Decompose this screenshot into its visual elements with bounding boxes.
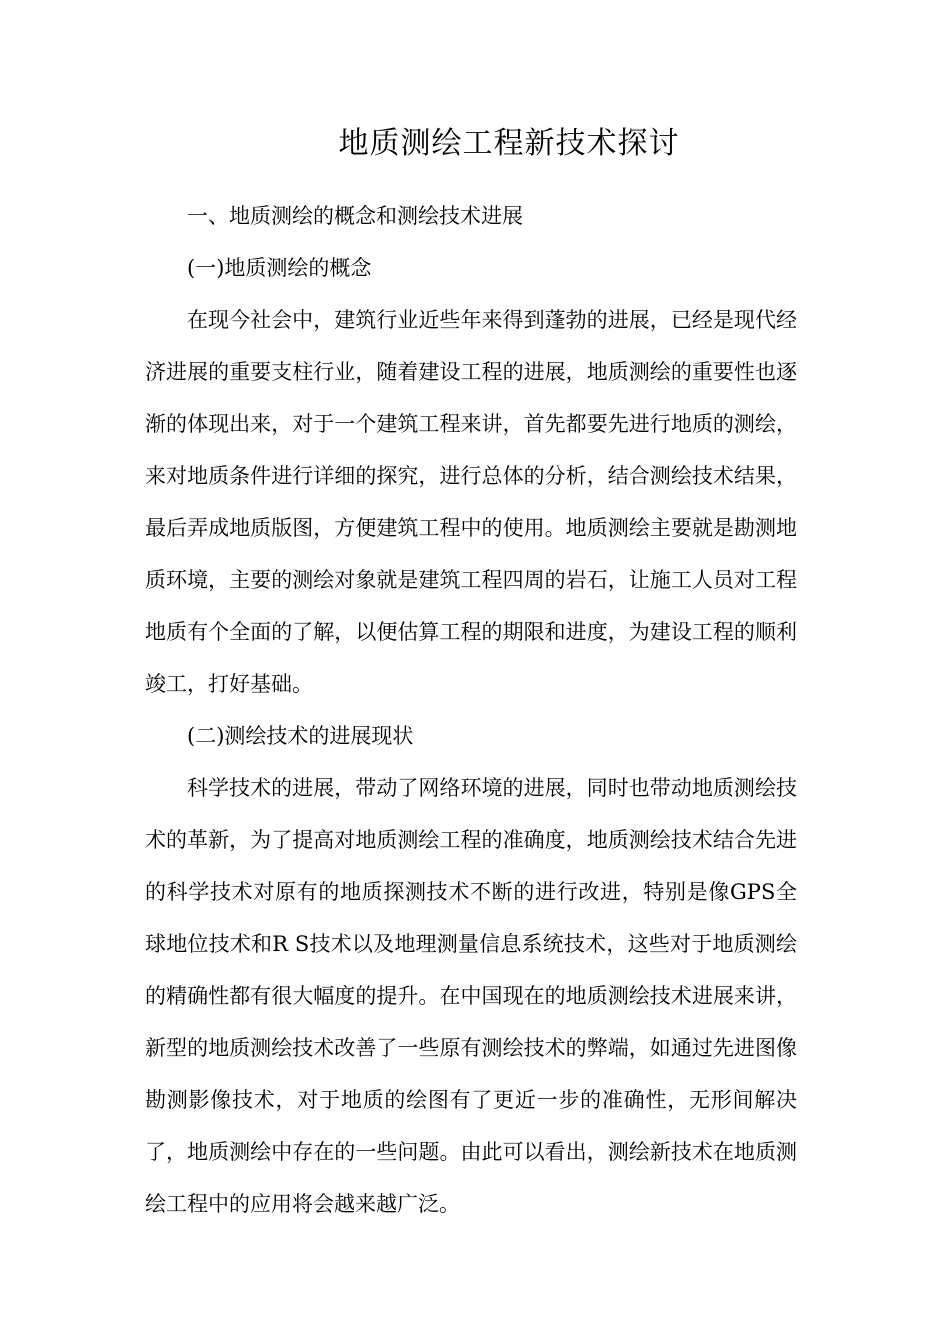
document-body — [145, 190, 797, 1230]
subsection-heading: (二)测绘技术的进展现状 — [187, 724, 414, 748]
document-title: 地质测绘工程新技术探讨 — [338, 126, 680, 161]
body-paragraph: 科学技术的进展，带动了网络环境的进展，同时也带动地质测绘技术的革新，为了提高对地质测绘工程的准确度，地质测绘技术结合先进的科学技术对原有的地质探测技术不断的进行改进，特别是像GPS全球地位技术和R S技术以及地理测量信息系统技术，这些对于地质测绘的精确性都有很大幅度的提升。在中国现在的地质测绘技术进展来讲，新型的地质测绘技术改善了一些原有测绘技术的弊端，如通过先进图像勘测影像技术，对于地质的绘图有了更近一步的准确性，无形间解决了，地质测绘中存在的一些问题。由此可以看出，测绘新技术在地质测绘工程中的应用将会越来越广泛。 — [145, 776, 797, 1216]
body-paragraph: 在现今社会中，建筑行业近些年来得到蓬勃的进展，已经是现代经济进展的重要支柱行业，随着建设工程的进展，地质测绘的重要性也逐渐的体现出来，对于一个建筑工程来讲，首先都要先进行地质的测绘，来对地质条件进行详细的探究，进行总体的分析，结合测绘技术结果，最后弄成地质版图，方便建筑工程中的使用。地质测绘主要就是勘测地质环境，主要的测绘对象就是建筑工程四周的岩石，让施工人员对工程地质有个全面的了解，以便估算工程的期限和进度，为建设工程的顺利竣工，打好基础。 — [145, 308, 797, 696]
subsection-heading: (一)地质测绘的概念 — [187, 256, 372, 280]
section-heading: 一、地质测绘的概念和测绘技术进展 — [187, 204, 523, 228]
